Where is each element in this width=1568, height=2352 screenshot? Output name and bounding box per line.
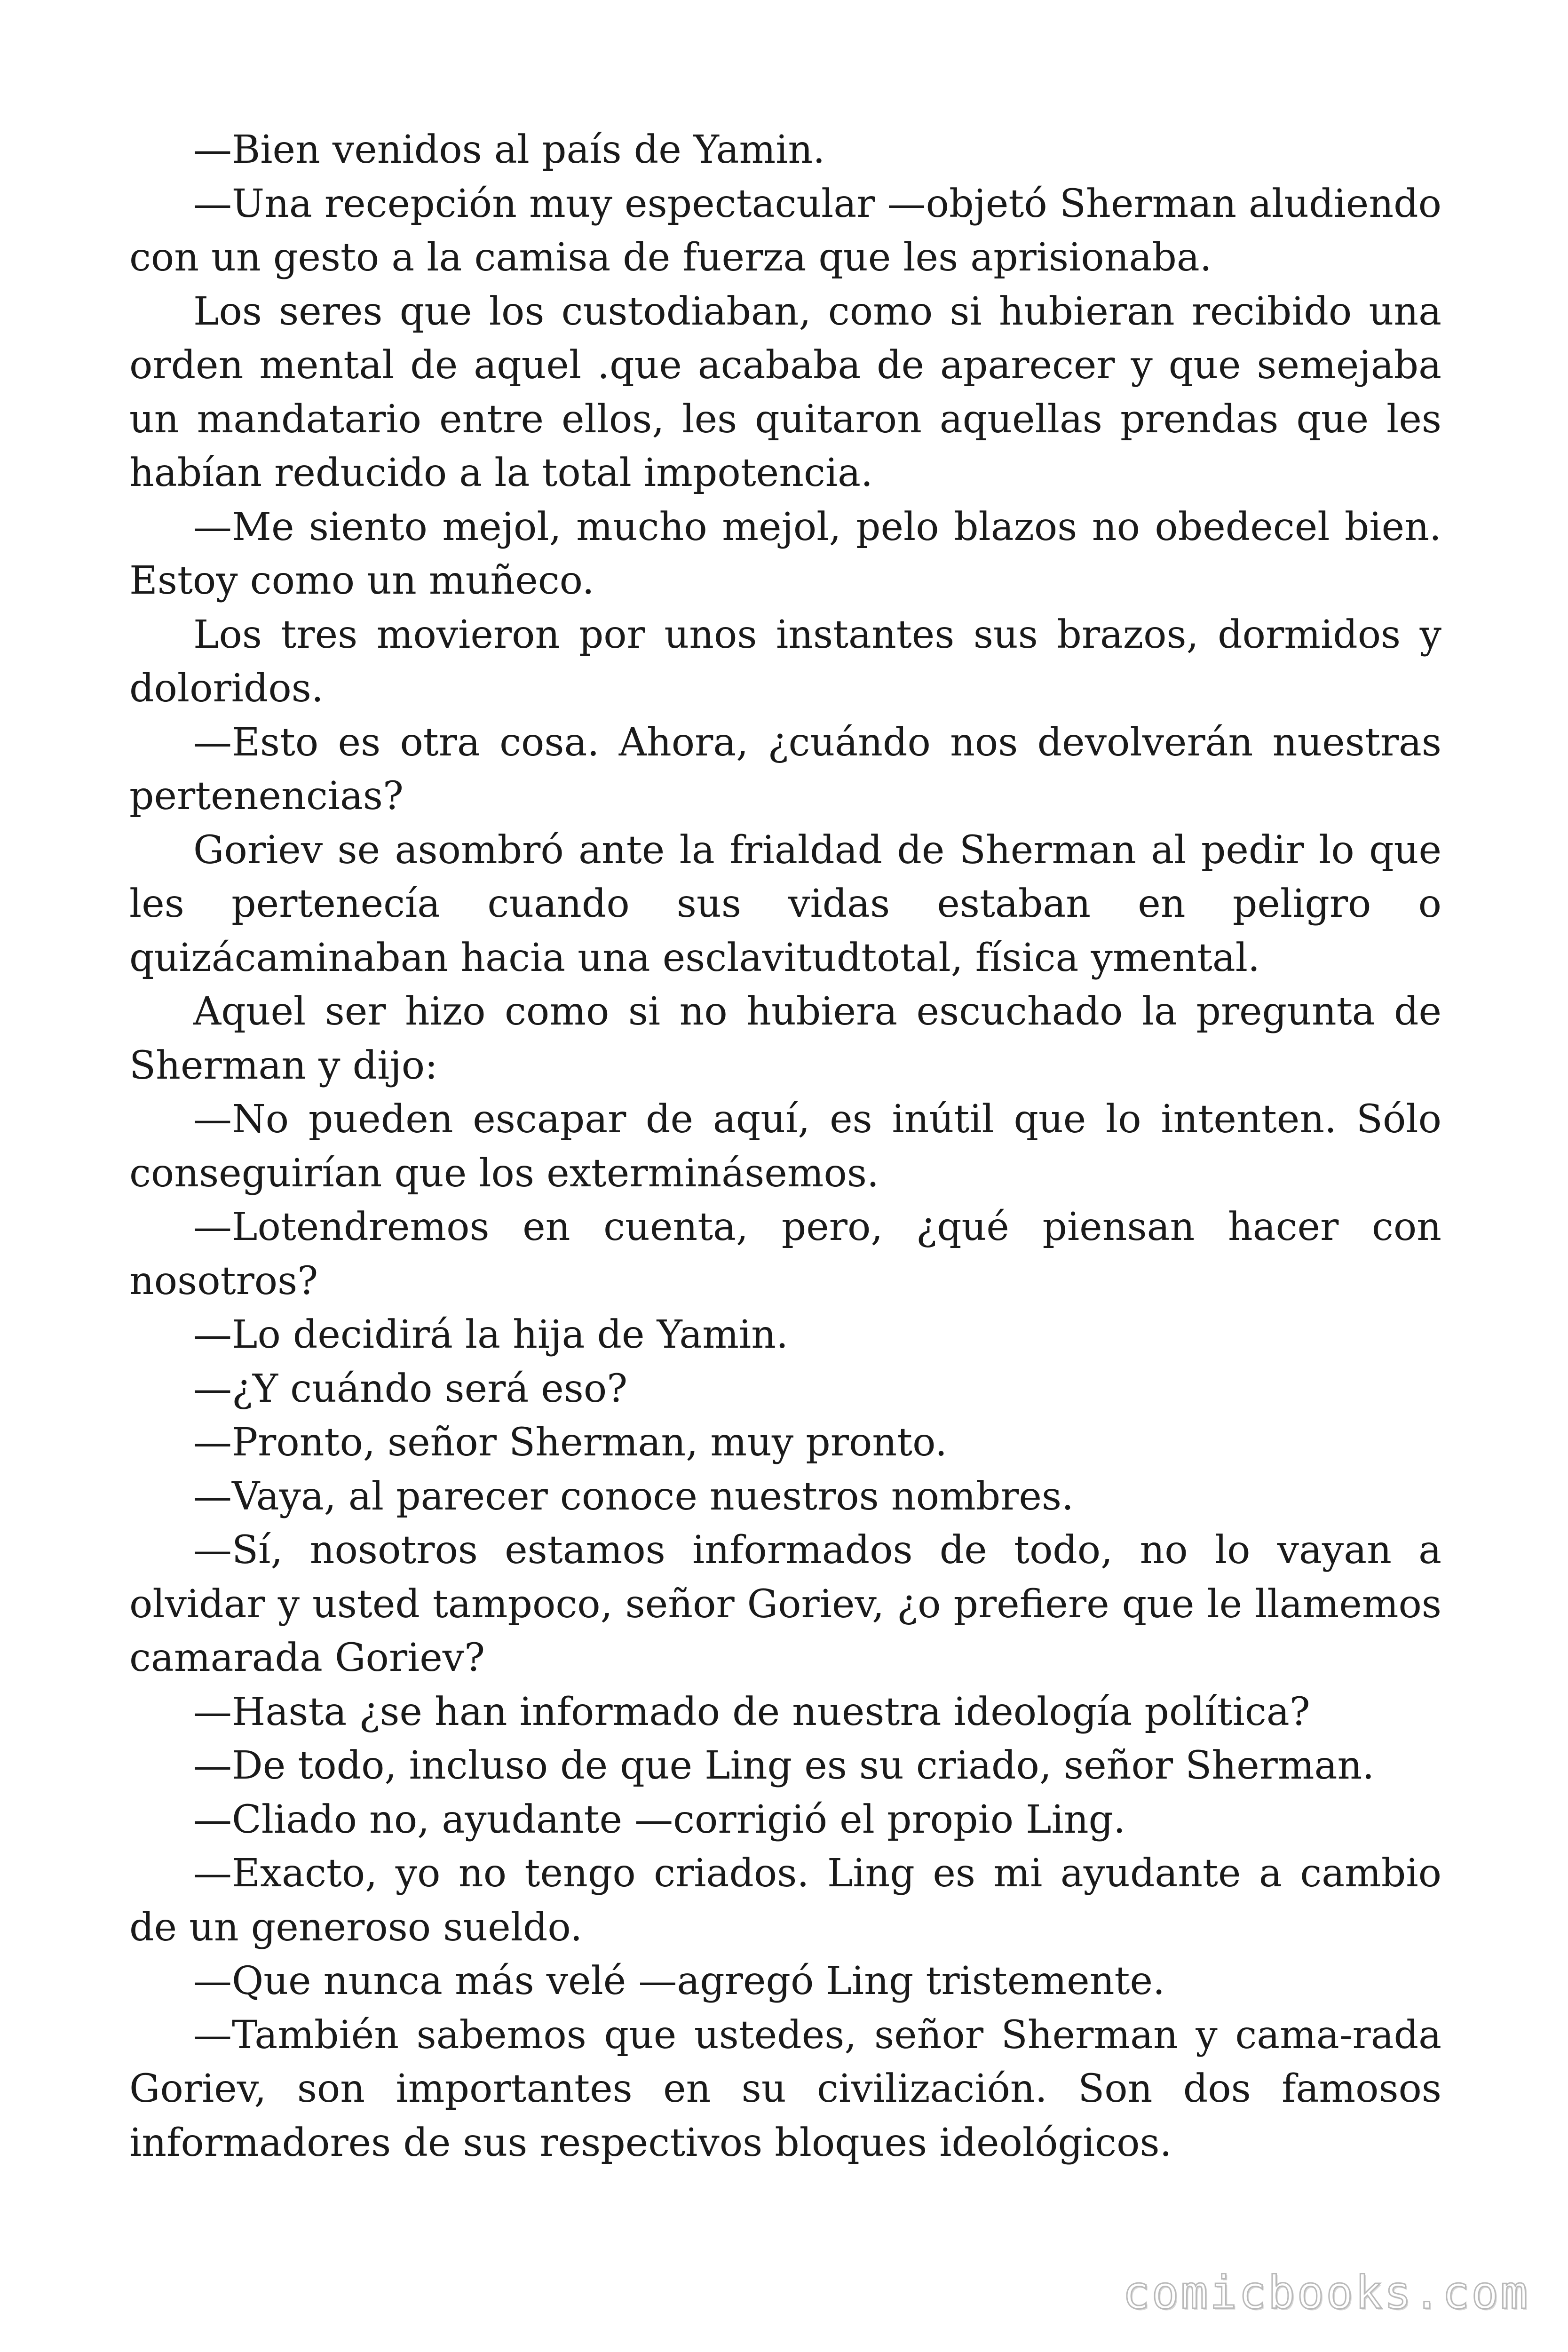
paragraph: —Esto es otra cosa. Ahora, ¿cuándo nos devolverán nuestras pertenencias? bbox=[129, 720, 1441, 818]
paragraph: —Vaya, al parecer conoce nuestros nombres. bbox=[193, 1474, 1074, 1519]
paragraph: Aquel ser hizo como si no hubiera escuchado la pregunta de Sherman y dijo: bbox=[129, 989, 1441, 1088]
paragraph: —Lo decidirá la hija de Yamin. bbox=[193, 1312, 789, 1357]
paragraph: —Pronto, señor Sherman, muy pronto. bbox=[193, 1420, 948, 1465]
paragraph: Goriev se asombró ante la frialdad de Sherman al pedir lo que les pertenecía cuando sus vidas estaban en peligro o quizácaminaban hacia una esclavitudtotal, física ymental. bbox=[129, 827, 1441, 980]
paragraph: —Cliado no, ayudante —corrigió el propio Ling. bbox=[193, 1797, 1126, 1842]
body-text bbox=[129, 123, 1441, 2170]
paragraph: —No pueden escapar de aquí, es inútil que lo intenten. Sólo conseguirían que los exterminásemos. bbox=[129, 1097, 1441, 1196]
paragraph: —También sabemos que ustedes, señor Sherman y cama-rada Goriev, son importantes en su civilización. Son dos famosos informadores de sus respectivos bloques ideológicos. bbox=[129, 2012, 1441, 2165]
paragraph: —De todo, incluso de que Ling es su criado, señor Sherman. bbox=[193, 1743, 1375, 1788]
paragraph: Los tres movieron por unos instantes sus brazos, dormidos y doloridos. bbox=[129, 612, 1441, 711]
paragraph: —Me siento mejol, mucho mejol, pelo blazos no obedecel bien. Estoy como un muñeco. bbox=[129, 504, 1441, 603]
paragraph: —Lotendremos en cuenta, pero, ¿qué piensan hacer con nosotros? bbox=[129, 1205, 1441, 1303]
paragraph: —Que nunca más velé —agregó Ling tristemente. bbox=[193, 1959, 1165, 2003]
paragraph: —Sí, nosotros estamos informados de todo, no lo vayan a olvidar y usted tampoco, señor Goriev, ¿o prefiere que le llamemos camarada Goriev? bbox=[129, 1528, 1441, 1680]
paragraph: —Una recepción muy espectacular —objetó Sherman aludiendo con un gesto a la camisa de fuerza que les aprisionaba. bbox=[129, 181, 1441, 280]
paragraph: —Hasta ¿se han informado de nuestra ideología política? bbox=[193, 1689, 1310, 1734]
watermark: comicbooks.com bbox=[1122, 2266, 1529, 2319]
paragraph: —Exacto, yo no tengo criados. Ling es mi ayudante a cambio de un generoso sueldo. bbox=[129, 1851, 1441, 1950]
paragraph: —¿Y cuándo será eso? bbox=[193, 1366, 628, 1411]
paragraph: Los seres que los custodiaban, como si hubieran recibido una orden mental de aquel .que acababa de aparecer y que semejaba un mandatario entre ellos, les quitaron aquellas prendas que les habían reducido a la total impotencia. bbox=[129, 289, 1441, 495]
paragraph: —Bien venidos al país de Yamin. bbox=[193, 127, 825, 172]
